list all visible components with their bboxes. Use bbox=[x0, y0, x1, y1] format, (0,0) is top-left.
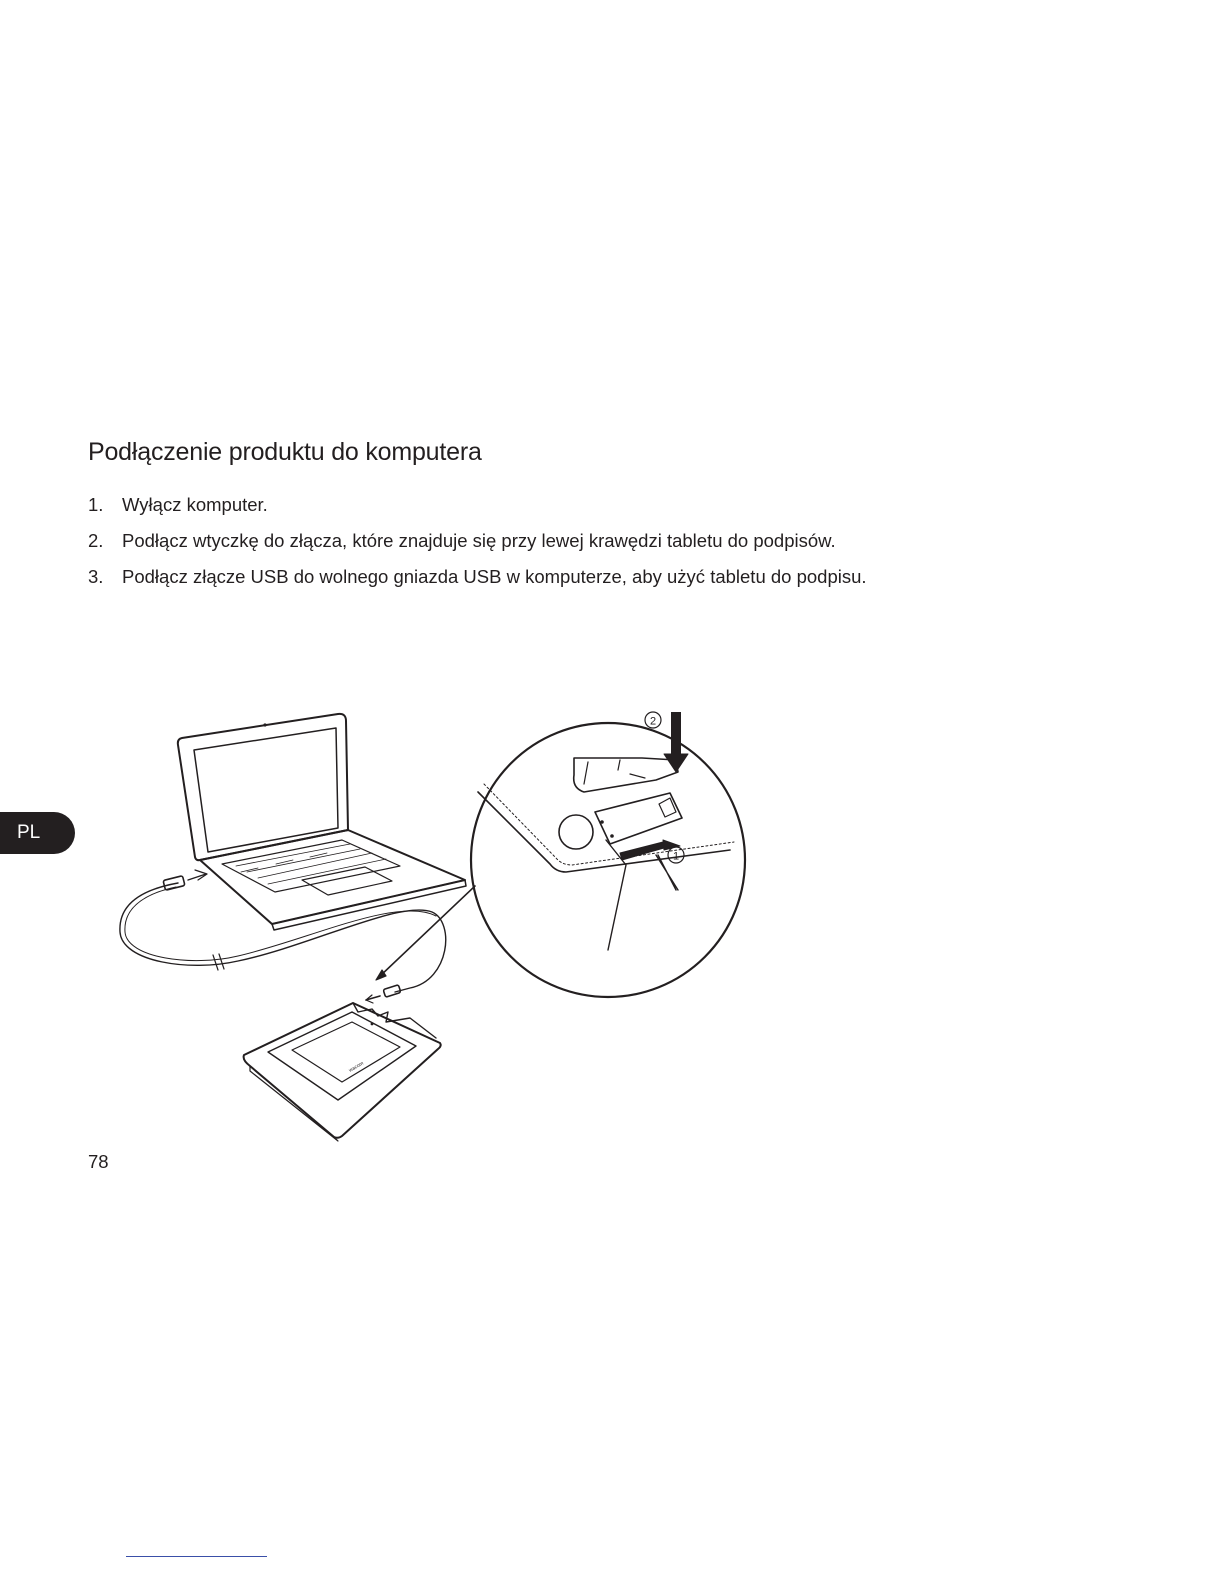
step-text: Podłącz złącze USB do wolnego gniazda USB w komputerze, aby użyć tabletu do podpisu. bbox=[122, 566, 867, 587]
step-item bbox=[88, 565, 867, 601]
footer-divider bbox=[126, 1556, 267, 1557]
callout-2: 2 bbox=[649, 715, 657, 728]
svg-text:wacom: wacom bbox=[348, 1060, 365, 1074]
connector-detail-illustration bbox=[471, 712, 745, 997]
language-tab: PL bbox=[0, 812, 75, 854]
step-text: Podłącz wtyczkę do złącza, które znajduje się przy lewej krawędzi tabletu do podpisów. bbox=[122, 530, 836, 551]
step-item bbox=[88, 493, 867, 529]
connection-illustration bbox=[110, 680, 760, 1150]
signature-tablet-illustration bbox=[244, 1003, 441, 1141]
steps-list bbox=[88, 493, 867, 601]
step-number: 3. bbox=[88, 566, 104, 587]
step-text: Wyłącz komputer. bbox=[122, 494, 268, 515]
laptop-illustration bbox=[178, 714, 466, 930]
detail-pointer-arrow bbox=[376, 886, 475, 980]
step-number: 1. bbox=[88, 494, 104, 515]
step-item bbox=[88, 529, 867, 565]
step-number: 2. bbox=[88, 530, 104, 551]
callout-1: 1 bbox=[672, 850, 680, 863]
section-heading: Podłączenie produktu do komputera bbox=[88, 438, 482, 466]
page-number: 78 bbox=[88, 1151, 109, 1172]
